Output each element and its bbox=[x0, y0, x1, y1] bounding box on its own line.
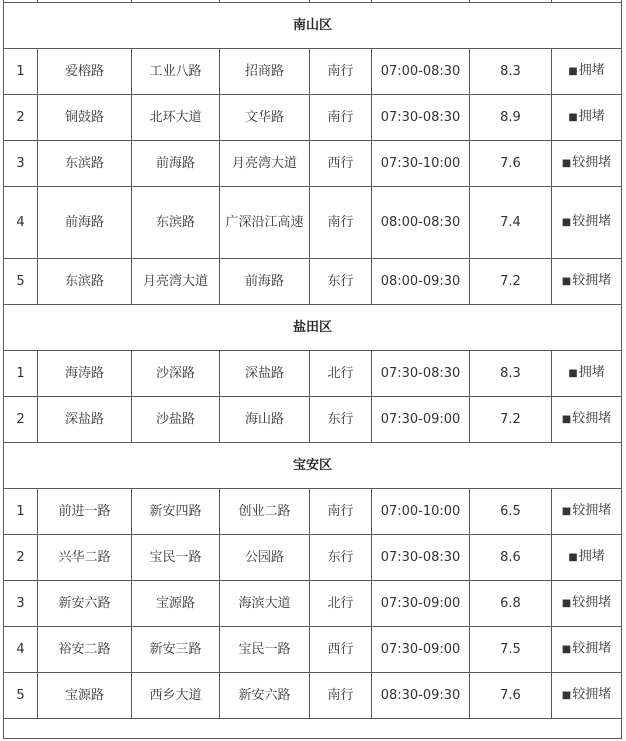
congestion-index-cell: 7.6 bbox=[470, 673, 552, 719]
status-cell bbox=[552, 535, 622, 581]
row-number-cell: 2 bbox=[4, 535, 38, 581]
traffic-table-container bbox=[3, 0, 621, 739]
table-row bbox=[4, 141, 622, 187]
status-cell bbox=[552, 581, 622, 627]
congestion-index-cell: 6.5 bbox=[470, 489, 552, 535]
status-marker-icon: ■ bbox=[561, 217, 572, 228]
road-name-cell: 裕安二路 bbox=[38, 627, 132, 673]
status-marker-icon: ■ bbox=[561, 414, 572, 425]
to-road-cell: 文华路 bbox=[220, 95, 310, 141]
row-number-cell: 1 bbox=[4, 49, 38, 95]
status-cell bbox=[552, 259, 622, 305]
district-name: 宝安区 bbox=[4, 443, 622, 489]
direction-cell: 东行 bbox=[310, 535, 372, 581]
congestion-index-cell: 7.2 bbox=[470, 259, 552, 305]
table-row bbox=[4, 351, 622, 397]
to-road-cell: 创业二路 bbox=[220, 489, 310, 535]
status-label: 较拥堵 bbox=[572, 273, 612, 288]
time-range-cell: 07:30-10:00 bbox=[372, 141, 470, 187]
to-road-cell: 前海路 bbox=[220, 259, 310, 305]
time-range-cell: 07:30-09:00 bbox=[372, 627, 470, 673]
congestion-index-cell: 7.5 bbox=[470, 627, 552, 673]
district-header-row bbox=[4, 443, 622, 489]
direction-cell: 南行 bbox=[310, 673, 372, 719]
direction-cell: 北行 bbox=[310, 581, 372, 627]
status-cell bbox=[552, 141, 622, 187]
status-cell bbox=[552, 673, 622, 719]
from-road-cell: 新安三路 bbox=[132, 627, 220, 673]
status-label: 较拥堵 bbox=[572, 595, 612, 610]
district-name: 南山区 bbox=[4, 3, 622, 49]
to-road-cell: 海滨大道 bbox=[220, 581, 310, 627]
direction-cell: 南行 bbox=[310, 95, 372, 141]
table-row bbox=[4, 187, 622, 259]
road-name-cell: 兴华二路 bbox=[38, 535, 132, 581]
row-number-cell: 5 bbox=[4, 259, 38, 305]
from-road-cell: 东滨路 bbox=[132, 187, 220, 259]
to-road-cell: 公园路 bbox=[220, 535, 310, 581]
row-number-cell: 2 bbox=[4, 397, 38, 443]
time-range-cell: 07:30-08:30 bbox=[372, 95, 470, 141]
row-number-cell: 1 bbox=[4, 489, 38, 535]
road-name-cell: 东滨路 bbox=[38, 141, 132, 187]
congestion-index-cell: 8.9 bbox=[470, 95, 552, 141]
from-road-cell: 宝源路 bbox=[132, 581, 220, 627]
status-cell bbox=[552, 351, 622, 397]
from-road-cell: 沙盐路 bbox=[132, 397, 220, 443]
road-name-cell: 新安六路 bbox=[38, 581, 132, 627]
status-marker-icon: ■ bbox=[568, 66, 578, 77]
table-row bbox=[4, 581, 622, 627]
congestion-index-cell: 8.6 bbox=[470, 535, 552, 581]
time-range-cell: 08:30-09:30 bbox=[372, 673, 470, 719]
status-marker-icon: ■ bbox=[568, 112, 578, 123]
congestion-table bbox=[3, 0, 622, 739]
row-number-cell: 4 bbox=[4, 627, 38, 673]
direction-cell: 东行 bbox=[310, 259, 372, 305]
direction-cell: 东行 bbox=[310, 397, 372, 443]
direction-cell: 南行 bbox=[310, 49, 372, 95]
table-row bbox=[4, 489, 622, 535]
direction-cell: 北行 bbox=[310, 351, 372, 397]
status-label: 较拥堵 bbox=[572, 503, 612, 518]
congestion-index-cell: 8.3 bbox=[470, 351, 552, 397]
time-range-cell: 07:00-08:30 bbox=[372, 49, 470, 95]
status-marker-icon: ■ bbox=[561, 506, 572, 517]
direction-cell: 西行 bbox=[310, 627, 372, 673]
road-name-cell: 东滨路 bbox=[38, 259, 132, 305]
status-cell bbox=[552, 95, 622, 141]
to-road-cell: 宝民一路 bbox=[220, 627, 310, 673]
status-label: 较拥堵 bbox=[572, 687, 612, 702]
district-header-row bbox=[4, 305, 622, 351]
from-road-cell: 前海路 bbox=[132, 141, 220, 187]
status-marker-icon: ■ bbox=[568, 552, 578, 563]
status-cell bbox=[552, 187, 622, 259]
congestion-index-cell: 7.6 bbox=[470, 141, 552, 187]
row-number-cell: 3 bbox=[4, 141, 38, 187]
table-body bbox=[4, 0, 622, 739]
status-label: 较拥堵 bbox=[572, 155, 612, 170]
status-label: 拥堵 bbox=[578, 549, 605, 564]
time-range-cell: 07:30-08:30 bbox=[372, 535, 470, 581]
congestion-index-cell: 7.4 bbox=[470, 187, 552, 259]
time-range-cell: 07:30-09:00 bbox=[372, 581, 470, 627]
to-road-cell: 月亮湾大道 bbox=[220, 141, 310, 187]
to-road-cell: 招商路 bbox=[220, 49, 310, 95]
row-number-cell: 1 bbox=[4, 351, 38, 397]
time-range-cell: 08:00-08:30 bbox=[372, 187, 470, 259]
row-number-cell: 3 bbox=[4, 581, 38, 627]
table-row bbox=[4, 627, 622, 673]
status-label: 较拥堵 bbox=[572, 411, 612, 426]
to-road-cell: 新安六路 bbox=[220, 673, 310, 719]
status-label: 拥堵 bbox=[578, 63, 605, 78]
time-range-cell: 07:30-09:00 bbox=[372, 397, 470, 443]
direction-cell: 南行 bbox=[310, 489, 372, 535]
status-cell bbox=[552, 627, 622, 673]
table-row bbox=[4, 95, 622, 141]
status-cell bbox=[552, 49, 622, 95]
status-marker-icon: ■ bbox=[561, 644, 572, 655]
from-road-cell: 工业八路 bbox=[132, 49, 220, 95]
row-number-cell: 4 bbox=[4, 187, 38, 259]
road-name-cell: 前进一路 bbox=[38, 489, 132, 535]
status-label: 较拥堵 bbox=[572, 214, 612, 229]
table-row bbox=[4, 259, 622, 305]
table-row bbox=[4, 397, 622, 443]
from-road-cell: 北环大道 bbox=[132, 95, 220, 141]
road-name-cell: 宝源路 bbox=[38, 673, 132, 719]
congestion-index-cell: 8.3 bbox=[470, 49, 552, 95]
table-row bbox=[4, 673, 622, 719]
table-row-partial-bottom bbox=[4, 719, 622, 739]
from-road-cell: 月亮湾大道 bbox=[132, 259, 220, 305]
to-road-cell: 深盐路 bbox=[220, 351, 310, 397]
road-name-cell: 爱榕路 bbox=[38, 49, 132, 95]
congestion-index-cell: 6.8 bbox=[470, 581, 552, 627]
from-road-cell: 沙深路 bbox=[132, 351, 220, 397]
time-range-cell: 08:00-09:30 bbox=[372, 259, 470, 305]
district-header-row bbox=[4, 3, 622, 49]
status-marker-icon: ■ bbox=[561, 690, 572, 701]
status-label: 较拥堵 bbox=[572, 641, 612, 656]
status-label: 拥堵 bbox=[578, 109, 605, 124]
road-name-cell: 海涛路 bbox=[38, 351, 132, 397]
district-name: 盐田区 bbox=[4, 305, 622, 351]
table-row bbox=[4, 49, 622, 95]
status-cell bbox=[552, 489, 622, 535]
direction-cell: 西行 bbox=[310, 141, 372, 187]
from-road-cell: 西乡大道 bbox=[132, 673, 220, 719]
status-marker-icon: ■ bbox=[561, 158, 572, 169]
road-name-cell: 深盐路 bbox=[38, 397, 132, 443]
from-road-cell: 宝民一路 bbox=[132, 535, 220, 581]
status-marker-icon: ■ bbox=[561, 598, 572, 609]
road-name-cell: 铜鼓路 bbox=[38, 95, 132, 141]
time-range-cell: 07:00-10:00 bbox=[372, 489, 470, 535]
to-road-cell: 广深沿江高速 bbox=[220, 187, 310, 259]
congestion-index-cell: 7.2 bbox=[470, 397, 552, 443]
direction-cell: 南行 bbox=[310, 187, 372, 259]
row-number-cell: 5 bbox=[4, 673, 38, 719]
time-range-cell: 07:30-08:30 bbox=[372, 351, 470, 397]
row-number-cell: 2 bbox=[4, 95, 38, 141]
from-road-cell: 新安四路 bbox=[132, 489, 220, 535]
status-cell bbox=[552, 397, 622, 443]
status-label: 拥堵 bbox=[578, 365, 605, 380]
status-marker-icon: ■ bbox=[561, 276, 572, 287]
to-road-cell: 海山路 bbox=[220, 397, 310, 443]
status-marker-icon: ■ bbox=[568, 368, 578, 379]
road-name-cell: 前海路 bbox=[38, 187, 132, 259]
table-row bbox=[4, 535, 622, 581]
